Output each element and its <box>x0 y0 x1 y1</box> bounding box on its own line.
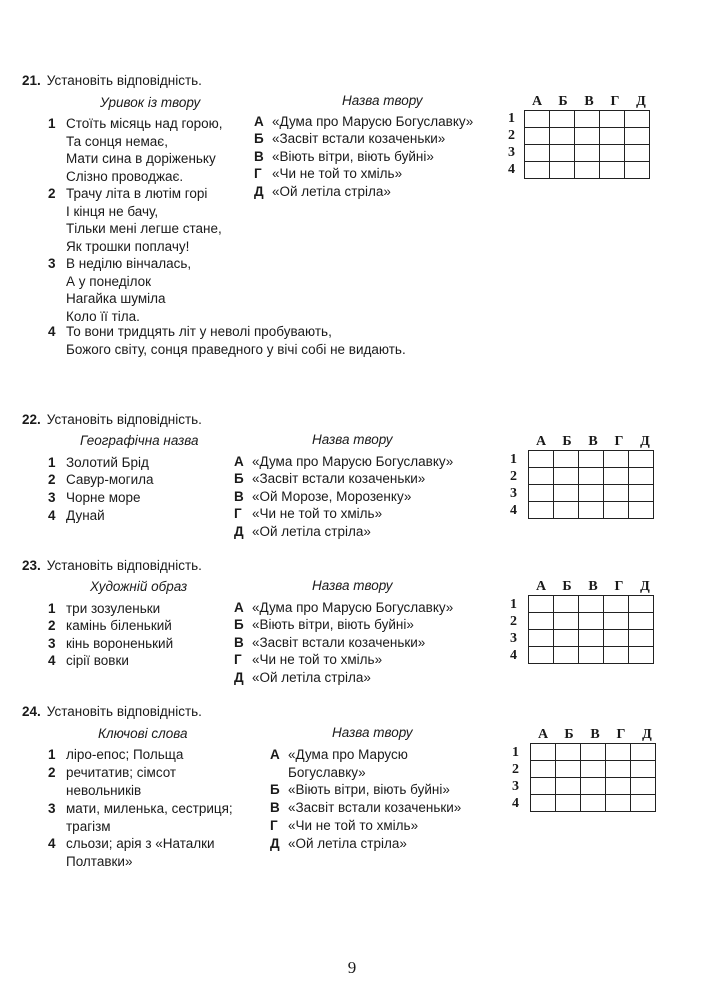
question-instruction: Установіть відповідність. <box>46 558 202 573</box>
grid-cell <box>531 761 556 778</box>
grid-cell <box>529 630 554 647</box>
grid-cell <box>604 451 629 468</box>
grid-cell <box>625 128 650 145</box>
grid-cell <box>554 647 579 664</box>
left-column-header: Географічна назва <box>80 433 199 448</box>
grid-cell <box>525 111 550 128</box>
left-column-header: Уривок із твору <box>100 95 201 110</box>
answer-grid[interactable] <box>530 743 656 812</box>
grid-cell <box>606 795 631 812</box>
item-text: В неділю вінчалась, А у понеділок Нагайка шуміла Коло її тіла. <box>66 256 192 324</box>
answer-grid-column-letters: А Б В Г Д <box>531 94 646 109</box>
answer-grid[interactable] <box>528 450 654 519</box>
page-number: 9 <box>347 958 357 977</box>
grid-cell <box>581 761 606 778</box>
grid-cell <box>556 744 581 761</box>
grid-cell <box>604 485 629 502</box>
grid-cell <box>629 613 654 630</box>
grid-cell <box>529 468 554 485</box>
grid-cell <box>629 502 654 519</box>
grid-cell <box>550 162 575 179</box>
grid-cell <box>604 630 629 647</box>
grid-cell <box>629 596 654 613</box>
grid-cell <box>579 630 604 647</box>
item-text: То вони тридцять літ у неволі пробувають, Божого світу, сонця праведного у вічі собі не видають. <box>66 324 406 357</box>
grid-cell <box>531 778 556 795</box>
grid-cell <box>629 451 654 468</box>
grid-cell <box>600 111 625 128</box>
grid-cell <box>554 468 579 485</box>
grid-cell <box>600 162 625 179</box>
grid-cell <box>550 145 575 162</box>
grid-cell <box>556 761 581 778</box>
answer-grid[interactable] <box>524 110 650 179</box>
item-text: Стоїть місяць над горою, Та сонця немає, Мати сина в доріженьку Слізно проводжає. <box>66 116 223 184</box>
answer-grid-column-letters: А Б В Г Д <box>535 579 650 594</box>
question-instruction: Установіть відповідність. <box>46 412 202 427</box>
question-header <box>22 73 202 88</box>
grid-cell <box>604 596 629 613</box>
grid-cell <box>579 502 604 519</box>
grid-cell <box>575 145 600 162</box>
grid-cell <box>579 596 604 613</box>
grid-cell <box>629 647 654 664</box>
question-instruction: Установіть відповідність. <box>46 704 202 719</box>
grid-cell <box>606 761 631 778</box>
left-column-header: Художній образ <box>90 579 188 594</box>
grid-cell <box>581 795 606 812</box>
item-text: Трачу літа в лютім горі І кінця не бачу, Тільки мені легше стане, Як трошки поплачу! <box>66 186 222 254</box>
right-column-header: Назва твору <box>332 725 413 740</box>
grid-cell <box>554 485 579 502</box>
grid-cell <box>606 744 631 761</box>
question-number: 22. <box>22 412 41 427</box>
grid-cell <box>579 613 604 630</box>
grid-cell <box>581 744 606 761</box>
left-column-header: Ключові слова <box>98 726 188 741</box>
question-header <box>22 412 202 427</box>
grid-cell <box>604 647 629 664</box>
grid-cell <box>550 128 575 145</box>
grid-cell <box>529 451 554 468</box>
right-column-header: Назва твору <box>312 578 393 593</box>
grid-cell <box>556 778 581 795</box>
grid-cell <box>631 744 656 761</box>
grid-cell <box>579 647 604 664</box>
answer-grid[interactable] <box>528 595 654 664</box>
grid-cell <box>531 744 556 761</box>
question-header <box>22 704 202 719</box>
grid-cell <box>600 128 625 145</box>
grid-cell <box>529 596 554 613</box>
grid-cell <box>525 128 550 145</box>
grid-cell <box>554 502 579 519</box>
answer-grid-column-letters: А Б В Г Д <box>535 434 650 449</box>
grid-cell <box>625 111 650 128</box>
grid-cell <box>625 162 650 179</box>
grid-cell <box>529 647 554 664</box>
answer-grid-row-numbers: 1 2 3 4 <box>510 452 517 518</box>
grid-cell <box>631 795 656 812</box>
item-key: 1 <box>48 116 56 131</box>
grid-cell <box>529 502 554 519</box>
grid-cell <box>631 761 656 778</box>
grid-cell <box>579 468 604 485</box>
right-column-header: Назва твору <box>342 93 423 108</box>
answer-grid-row-numbers: 1 2 3 4 <box>512 745 519 811</box>
grid-cell <box>556 795 581 812</box>
answer-grid-row-numbers: 1 2 3 4 <box>508 111 515 177</box>
grid-cell <box>531 795 556 812</box>
grid-cell <box>529 485 554 502</box>
question-number: 23. <box>22 558 41 573</box>
grid-cell <box>529 613 554 630</box>
grid-cell <box>575 162 600 179</box>
grid-cell <box>525 162 550 179</box>
grid-cell <box>550 111 575 128</box>
grid-cell <box>554 596 579 613</box>
item-key: 3 <box>48 256 56 271</box>
grid-cell <box>629 485 654 502</box>
grid-cell <box>604 468 629 485</box>
grid-cell <box>606 778 631 795</box>
question-number: 24. <box>22 704 41 719</box>
grid-cell <box>600 145 625 162</box>
grid-cell <box>629 630 654 647</box>
grid-cell <box>554 451 579 468</box>
grid-cell <box>579 485 604 502</box>
item-key: 2 <box>48 186 56 201</box>
question-instruction: Установіть відповідність. <box>46 73 202 88</box>
item-key: 4 <box>48 324 56 339</box>
grid-cell <box>604 502 629 519</box>
question-header <box>22 558 202 573</box>
answer-grid-row-numbers: 1 2 3 4 <box>510 597 517 663</box>
grid-cell <box>575 128 600 145</box>
grid-cell <box>581 778 606 795</box>
question-number: 21. <box>22 73 41 88</box>
grid-cell <box>554 630 579 647</box>
grid-cell <box>525 145 550 162</box>
grid-cell <box>575 111 600 128</box>
answer-grid-column-letters: А Б В Г Д <box>537 727 652 742</box>
grid-cell <box>554 613 579 630</box>
grid-cell <box>604 613 629 630</box>
grid-cell <box>631 778 656 795</box>
grid-cell <box>579 451 604 468</box>
right-column-header: Назва твору <box>312 432 393 447</box>
grid-cell <box>625 145 650 162</box>
grid-cell <box>629 468 654 485</box>
